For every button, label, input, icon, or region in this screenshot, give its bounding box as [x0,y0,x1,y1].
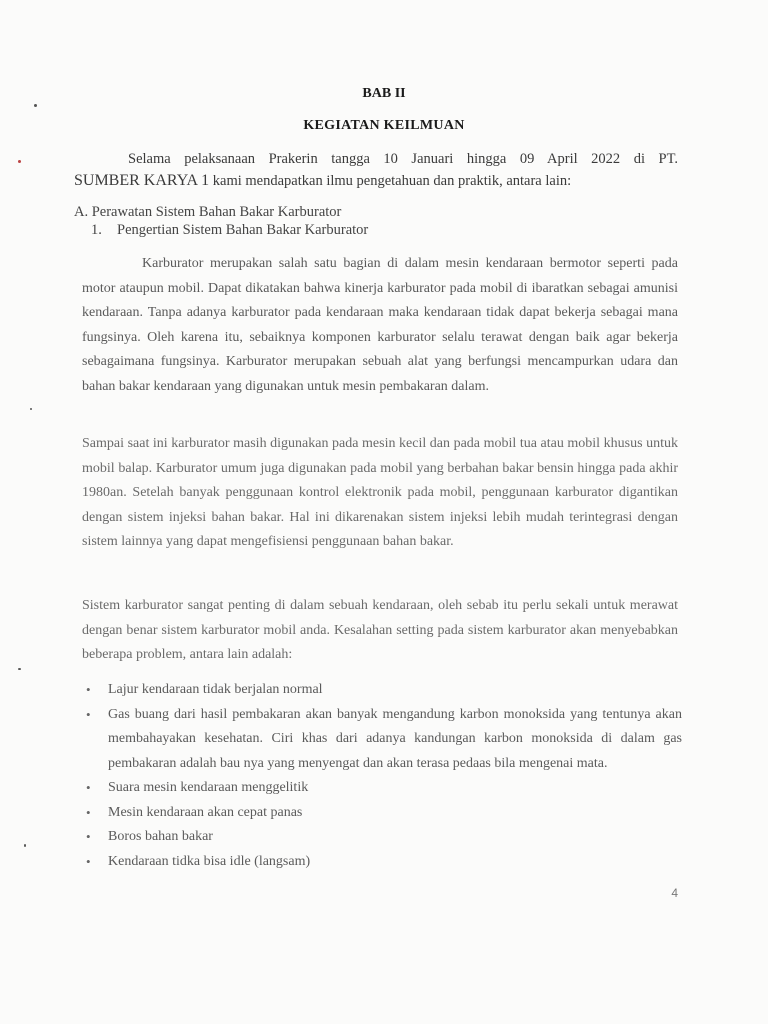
chapter-title: KEGIATAN KEILMUAN [303,118,465,133]
section-heading: A. Perawatan Sistem Bahan Bakar Karburator [74,204,342,220]
intro-paragraph [74,148,678,192]
paragraph-1: Karburator merupakan salah satu bagian di dalam mesin kendaraan bermotor seperti pada motor ataupun mobil. Dapat dikatakan bahwa kinerja karburator pada mobil di ibaratkan sebagai amunisi kendaraan. Tanpa adanya karburator pada kendaraan maka kendaraan tidak dapat bekerja sebagai mana fungsinya. Oleh karena itu, sebaiknya komponen karburator selalu terawat dengan baik agar bekerja sebagaimana fungsinya. Karburator merupakan sebuah alat yang berfungsi mencampurkan udara dan bahan bakar kendaraan yang digunakan untuk mesin pembakaran dalam. [82,256,678,394]
list-item [82,776,682,801]
scan-speck [18,668,21,670]
scan-speck [18,160,21,163]
list-item [82,825,682,850]
list-item [82,850,682,875]
list-item-text: Suara mesin kendaraan menggelitik [108,780,309,795]
list-item [82,678,682,703]
paragraph-2: Sampai saat ini karburator masih digunakan pada mesin kecil dan pada mobil tua atau mobil khusus untuk mobil balap. Karburator umum juga digunakan pada mobil yang berbahan bakar bensin hingga pada akhir 1980an. Setelah banyak penggunaan kontrol elektronik pada mobil, penggunaan karburator digantikan dengan sistem injeksi bahan bakar. Hal ini dikarenakan sistem injeksi lebih mudah terintegrasi dengan sistem lainnya yang dapat mengefisiensi penggunaan bahan bakar. [82,436,678,549]
bullet-icon: • [86,706,91,722]
list-item-text: Kendaraan tidka bisa idle (langsam) [108,853,311,869]
list-item [82,801,682,826]
list-item [82,703,682,777]
company-name: SUMBER KARYA 1 [74,172,210,189]
scan-speck [30,408,32,410]
list-item-text: Boros bahan bakar [108,829,213,844]
subsection-number: 1. [91,222,102,238]
subsection-heading [91,222,368,239]
intro-line-1: Selama pelaksanaan Prakerin tangga 10 Januari hingga 09 April 2022 di PT. [128,151,678,167]
bullet-icon: • [86,682,91,697]
bullet-icon: • [86,780,91,795]
list-item-text: Lajur kendaraan tidak berjalan normal [108,682,323,697]
chapter-heading: BAB II [362,86,406,101]
bullet-icon: • [86,829,91,844]
subsection-label: Pengertian Sistem Bahan Bakar Karburator [117,222,369,238]
list-item-text: Mesin kendaraan akan cepat panas [108,804,303,820]
intro-line-2: kami mendapatkan ilmu pengetahuan dan praktik, antara lain: [209,173,572,189]
list-item-text: Gas buang dari hasil pembakaran akan banyak mengandung karbon monoksida yang tentunya akan membahayakan kesehatan. Ciri khas dari adanya kandungan karbon monoksida di dalam gas pembakaran adalah bau nya yang menyengat dan akan terasa pedaas bila mengenai mata. [108,706,682,771]
bullet-icon: • [86,804,91,820]
problem-list [82,678,682,874]
scan-speck [34,104,37,107]
paragraph-3: Sistem karburator sangat penting di dalam sebuah kendaraan, oleh sebab itu perlu sekali untuk merawat dengan benar sistem karburator mobil anda. Kesalahan setting pada sistem karburator akan menyebabkan beberapa problem, antara lain adalah: [82,598,678,662]
bullet-icon: • [86,853,91,869]
page-number: 4 [671,886,678,900]
scan-speck [24,844,26,847]
